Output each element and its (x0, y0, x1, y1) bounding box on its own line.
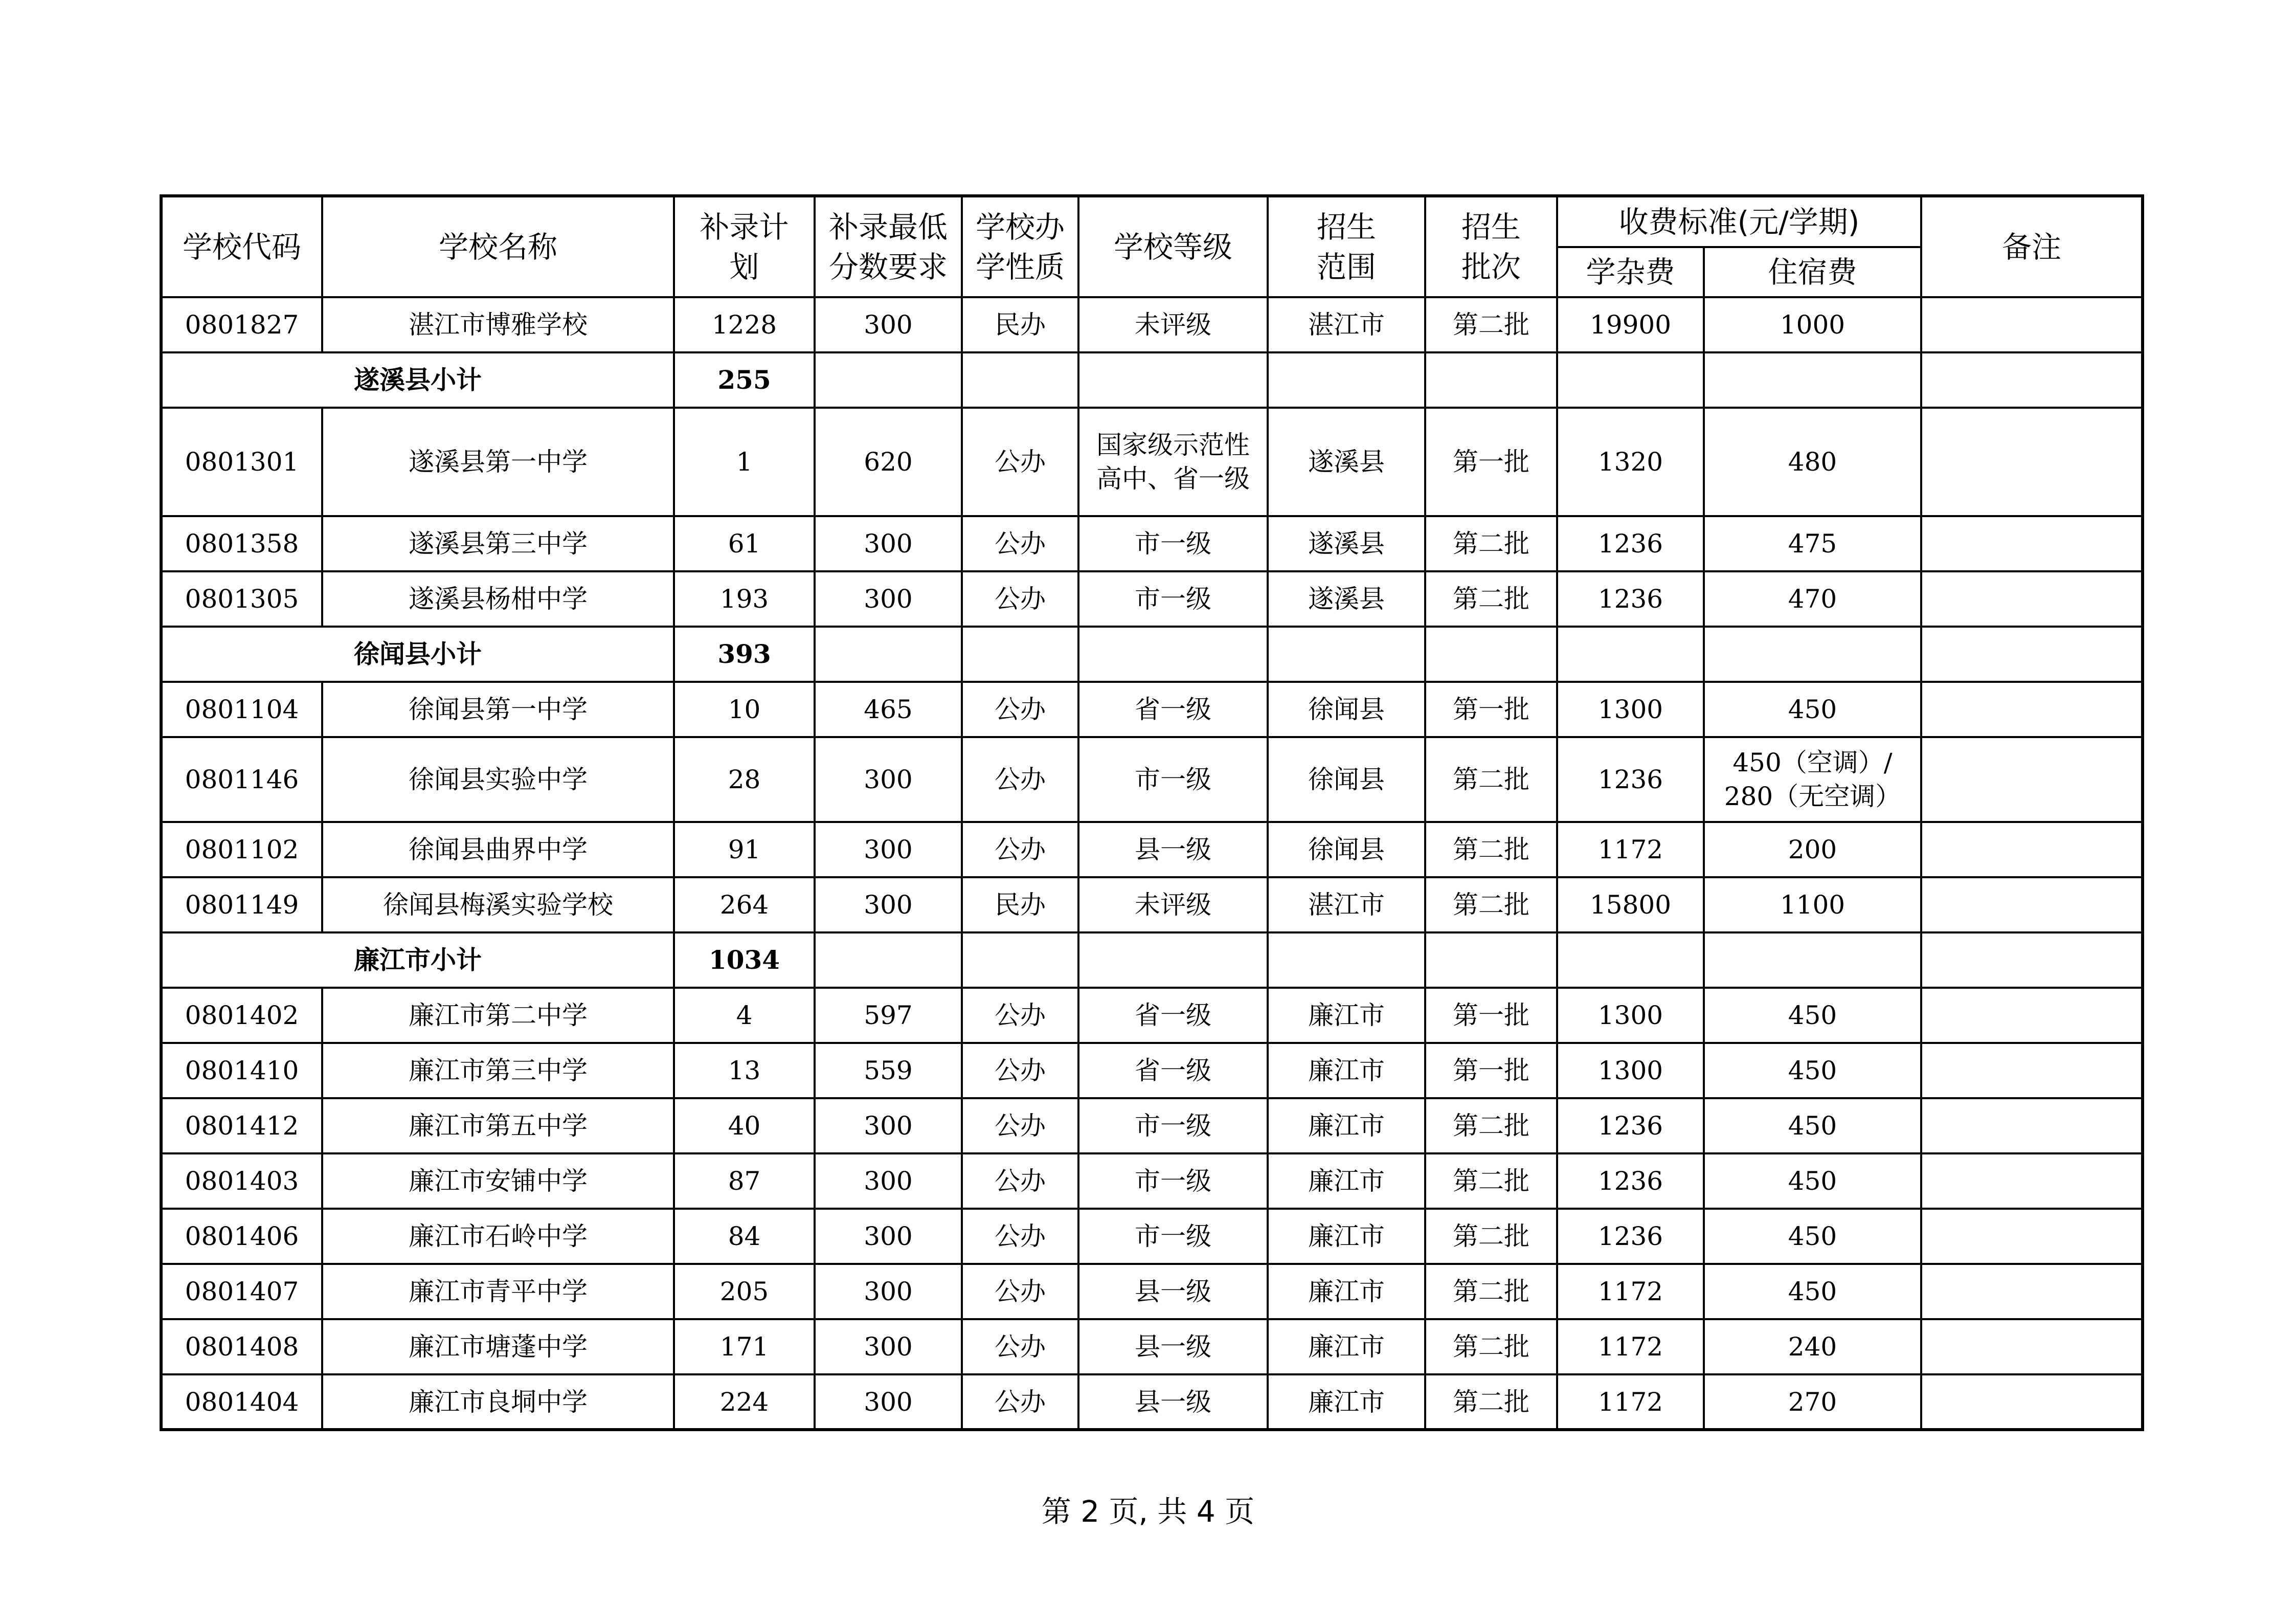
cell-name: 遂溪县第三中学 (322, 516, 674, 571)
cell-nature: 民办 (962, 877, 1078, 932)
cell-plan: 13 (674, 1043, 815, 1098)
empty-cell (962, 932, 1078, 988)
cell-name: 遂溪县第一中学 (322, 408, 674, 516)
cell-scope: 遂溪县 (1268, 516, 1425, 571)
empty-cell (815, 352, 962, 408)
cell-remark (1921, 682, 2143, 737)
cell-batch: 第一批 (1425, 682, 1557, 737)
cell-plan: 91 (674, 822, 815, 877)
empty-cell (1425, 627, 1557, 682)
table-row (161, 1098, 2143, 1153)
header-scope-line1: 招生 (1316, 209, 1376, 244)
cell-plan: 171 (674, 1319, 815, 1374)
cell-nature: 公办 (962, 1209, 1078, 1264)
cell-batch: 第二批 (1425, 737, 1557, 822)
cell-nature: 公办 (962, 1264, 1078, 1319)
cell-nature: 公办 (962, 408, 1078, 516)
cell-level (1078, 408, 1268, 516)
cell-min-score: 300 (815, 516, 962, 571)
cell-code: 0801301 (161, 408, 322, 516)
header-nature-line2: 学性质 (975, 249, 1065, 284)
empty-cell (1921, 932, 2143, 988)
empty-cell (962, 627, 1078, 682)
cell-remark (1921, 1319, 2143, 1374)
cell-scope: 徐闻县 (1268, 822, 1425, 877)
cell-nature: 公办 (962, 1153, 1078, 1209)
cell-code: 0801403 (161, 1153, 322, 1209)
cell-remark (1921, 1209, 2143, 1264)
cell-name: 湛江市博雅学校 (322, 297, 674, 352)
cell-name: 徐闻县实验中学 (322, 737, 674, 822)
cell-code: 0801104 (161, 682, 322, 737)
cell-fee-misc: 1300 (1557, 1043, 1704, 1098)
table-row (161, 737, 2143, 822)
empty-cell (1557, 352, 1704, 408)
cell-fee-misc: 1236 (1557, 516, 1704, 571)
cell-batch: 第一批 (1425, 988, 1557, 1043)
header-level: 学校等级 (1078, 196, 1268, 297)
cell-level: 省一级 (1078, 1043, 1268, 1098)
cell-name: 徐闻县梅溪实验学校 (322, 877, 674, 932)
table-row (161, 988, 2143, 1043)
cell-remark (1921, 988, 2143, 1043)
cell-fee-misc: 1236 (1557, 1153, 1704, 1209)
table-row (161, 1264, 2143, 1319)
cell-fee-misc: 1236 (1557, 1209, 1704, 1264)
cell-scope: 廉江市 (1268, 1319, 1425, 1374)
cell-fee-dorm: 1100 (1704, 877, 1921, 932)
cell-code: 0801408 (161, 1319, 322, 1374)
cell-fee-dorm: 450 (1704, 1098, 1921, 1153)
cell-fee-misc: 15800 (1557, 877, 1704, 932)
cell-nature: 公办 (962, 682, 1078, 737)
cell-min-score: 620 (815, 408, 962, 516)
header-fee-dorm: 住宿费 (1704, 247, 1921, 297)
cell-min-score: 465 (815, 682, 962, 737)
header-plan (674, 196, 815, 297)
cell-level-line2: 高中、省一级 (1096, 464, 1250, 494)
cell-code: 0801358 (161, 516, 322, 571)
header-batch (1425, 196, 1557, 297)
cell-code: 0801827 (161, 297, 322, 352)
header-plan-line1: 补录计 (700, 209, 789, 244)
cell-min-score: 300 (815, 822, 962, 877)
cell-plan: 4 (674, 988, 815, 1043)
cell-name: 徐闻县第一中学 (322, 682, 674, 737)
cell-name: 廉江市第三中学 (322, 1043, 674, 1098)
cell-fee-misc: 1300 (1557, 988, 1704, 1043)
table-row (161, 822, 2143, 877)
empty-cell (1078, 932, 1268, 988)
cell-name: 廉江市石岭中学 (322, 1209, 674, 1264)
cell-batch: 第二批 (1425, 571, 1557, 627)
cell-batch: 第二批 (1425, 1264, 1557, 1319)
cell-nature: 公办 (962, 1043, 1078, 1098)
cell-nature: 公办 (962, 516, 1078, 571)
cell-level: 省一级 (1078, 988, 1268, 1043)
cell-plan: 10 (674, 682, 815, 737)
cell-fee-dorm: 270 (1704, 1374, 1921, 1430)
cell-code: 0801102 (161, 822, 322, 877)
subtotal-label: 遂溪县小计 (161, 352, 674, 408)
cell-fee-dorm: 450 (1704, 1209, 1921, 1264)
header-school-code: 学校代码 (161, 196, 322, 297)
cell-plan: 1228 (674, 297, 815, 352)
cell-fee-dorm: 480 (1704, 408, 1921, 516)
cell-scope: 徐闻县 (1268, 682, 1425, 737)
cell-min-score: 300 (815, 1209, 962, 1264)
cell-batch: 第二批 (1425, 516, 1557, 571)
cell-remark (1921, 516, 2143, 571)
cell-plan: 205 (674, 1264, 815, 1319)
cell-name: 廉江市青平中学 (322, 1264, 674, 1319)
cell-batch: 第二批 (1425, 1374, 1557, 1430)
empty-cell (815, 932, 962, 988)
subtotal-row (161, 932, 2143, 988)
subtotal-plan: 393 (674, 627, 815, 682)
table-row (161, 571, 2143, 627)
cell-remark (1921, 1374, 2143, 1430)
cell-plan: 61 (674, 516, 815, 571)
cell-code: 0801412 (161, 1098, 322, 1153)
table-row (161, 1374, 2143, 1430)
subtotal-plan: 1034 (674, 932, 815, 988)
table-row (161, 1043, 2143, 1098)
cell-fee-misc: 19900 (1557, 297, 1704, 352)
cell-scope: 廉江市 (1268, 1374, 1425, 1430)
cell-nature: 公办 (962, 822, 1078, 877)
header-min-score-line2: 分数要求 (828, 249, 948, 284)
cell-fee-dorm-line2: 280（无空调） (1724, 782, 1901, 811)
table-row (161, 1319, 2143, 1374)
cell-batch: 第一批 (1425, 1043, 1557, 1098)
cell-batch: 第二批 (1425, 822, 1557, 877)
cell-nature: 公办 (962, 1319, 1078, 1374)
cell-level: 县一级 (1078, 1264, 1268, 1319)
cell-code: 0801402 (161, 988, 322, 1043)
cell-min-score: 300 (815, 297, 962, 352)
cell-code: 0801146 (161, 737, 322, 822)
cell-name: 廉江市良垌中学 (322, 1374, 674, 1430)
cell-fee-misc: 1172 (1557, 1264, 1704, 1319)
cell-name: 廉江市第二中学 (322, 988, 674, 1043)
cell-code: 0801407 (161, 1264, 322, 1319)
cell-fee-misc: 1172 (1557, 1319, 1704, 1374)
header-nature (962, 196, 1078, 297)
cell-min-score: 300 (815, 737, 962, 822)
table-body (161, 297, 2143, 1430)
header-min-score-line1: 补录最低 (828, 209, 948, 244)
cell-nature: 公办 (962, 1098, 1078, 1153)
cell-level: 市一级 (1078, 516, 1268, 571)
cell-fee-dorm: 240 (1704, 1319, 1921, 1374)
cell-fee-dorm: 450 (1704, 1153, 1921, 1209)
cell-level: 未评级 (1078, 297, 1268, 352)
cell-level: 未评级 (1078, 877, 1268, 932)
cell-scope: 廉江市 (1268, 988, 1425, 1043)
cell-scope: 廉江市 (1268, 1153, 1425, 1209)
empty-cell (1078, 352, 1268, 408)
table-row (161, 1153, 2143, 1209)
cell-scope: 遂溪县 (1268, 408, 1425, 516)
cell-batch: 第二批 (1425, 1153, 1557, 1209)
header-batch-line1: 招生 (1461, 209, 1521, 244)
cell-remark (1921, 571, 2143, 627)
cell-level: 市一级 (1078, 1098, 1268, 1153)
cell-code: 0801305 (161, 571, 322, 627)
header-batch-line2: 批次 (1461, 249, 1521, 284)
cell-code: 0801404 (161, 1374, 322, 1430)
cell-batch: 第二批 (1425, 1319, 1557, 1374)
header-plan-line2: 划 (729, 249, 759, 284)
subtotal-plan: 255 (674, 352, 815, 408)
cell-fee-dorm: 450 (1704, 1043, 1921, 1098)
cell-plan: 87 (674, 1153, 815, 1209)
cell-level: 市一级 (1078, 737, 1268, 822)
cell-name: 廉江市塘蓬中学 (322, 1319, 674, 1374)
cell-scope: 遂溪县 (1268, 571, 1425, 627)
cell-batch: 第一批 (1425, 408, 1557, 516)
cell-remark (1921, 408, 2143, 516)
empty-cell (1078, 627, 1268, 682)
cell-nature: 民办 (962, 297, 1078, 352)
empty-cell (1268, 932, 1425, 988)
empty-cell (962, 352, 1078, 408)
table-row (161, 682, 2143, 737)
subtotal-row (161, 352, 2143, 408)
cell-min-score: 597 (815, 988, 962, 1043)
cell-remark (1921, 877, 2143, 932)
cell-name: 廉江市第五中学 (322, 1098, 674, 1153)
cell-plan: 224 (674, 1374, 815, 1430)
cell-remark (1921, 737, 2143, 822)
empty-cell (1425, 352, 1557, 408)
header-remark: 备注 (1921, 196, 2143, 297)
empty-cell (1921, 352, 2143, 408)
cell-name: 廉江市安铺中学 (322, 1153, 674, 1209)
cell-code: 0801406 (161, 1209, 322, 1264)
cell-fee-dorm (1704, 737, 1921, 822)
empty-cell (815, 627, 962, 682)
cell-level: 县一级 (1078, 822, 1268, 877)
cell-min-score: 300 (815, 1374, 962, 1430)
empty-cell (1425, 932, 1557, 988)
table-header (161, 196, 2143, 297)
header-scope (1268, 196, 1425, 297)
cell-code: 0801410 (161, 1043, 322, 1098)
subtotal-label: 廉江市小计 (161, 932, 674, 988)
cell-nature: 公办 (962, 737, 1078, 822)
subtotal-label: 徐闻县小计 (161, 627, 674, 682)
cell-nature: 公办 (962, 1374, 1078, 1430)
header-fee-misc: 学杂费 (1557, 247, 1704, 297)
cell-scope: 廉江市 (1268, 1209, 1425, 1264)
cell-scope: 徐闻县 (1268, 737, 1425, 822)
cell-plan: 193 (674, 571, 815, 627)
cell-fee-dorm: 450 (1704, 1264, 1921, 1319)
cell-fee-misc: 1236 (1557, 571, 1704, 627)
cell-min-score: 300 (815, 1098, 962, 1153)
table-row (161, 408, 2143, 516)
page-footer: 第 2 页, 共 4 页 (1041, 1494, 1255, 1529)
cell-level-line1: 国家级示范性 (1096, 430, 1250, 460)
cell-name: 遂溪县杨柑中学 (322, 571, 674, 627)
cell-min-score: 300 (815, 1319, 962, 1374)
cell-scope: 廉江市 (1268, 1043, 1425, 1098)
cell-level: 市一级 (1078, 1209, 1268, 1264)
header-fee-group: 收费标准(元/学期) (1557, 196, 1921, 247)
cell-fee-dorm: 200 (1704, 822, 1921, 877)
empty-cell (1557, 932, 1704, 988)
cell-scope: 湛江市 (1268, 297, 1425, 352)
header-min-score (815, 196, 962, 297)
cell-fee-dorm: 1000 (1704, 297, 1921, 352)
empty-cell (1704, 932, 1921, 988)
cell-fee-dorm: 450 (1704, 988, 1921, 1043)
cell-plan: 1 (674, 408, 815, 516)
cell-nature: 公办 (962, 571, 1078, 627)
cell-name: 徐闻县曲界中学 (322, 822, 674, 877)
cell-remark (1921, 1153, 2143, 1209)
cell-fee-misc: 1172 (1557, 822, 1704, 877)
cell-batch: 第二批 (1425, 297, 1557, 352)
empty-cell (1557, 627, 1704, 682)
cell-min-score: 559 (815, 1043, 962, 1098)
cell-batch: 第二批 (1425, 1098, 1557, 1153)
cell-remark (1921, 1264, 2143, 1319)
cell-level: 市一级 (1078, 1153, 1268, 1209)
cell-fee-misc: 1320 (1557, 408, 1704, 516)
header-nature-line1: 学校办 (975, 209, 1065, 244)
header-scope-line2: 范围 (1316, 249, 1376, 284)
table-row (161, 516, 2143, 571)
cell-plan: 28 (674, 737, 815, 822)
cell-min-score: 300 (815, 571, 962, 627)
cell-batch: 第二批 (1425, 1209, 1557, 1264)
cell-fee-dorm-line1: 450（空调）/ (1732, 748, 1893, 777)
cell-plan: 40 (674, 1098, 815, 1153)
empty-cell (1268, 627, 1425, 682)
table-row (161, 297, 2143, 352)
cell-scope: 廉江市 (1268, 1098, 1425, 1153)
cell-remark (1921, 297, 2143, 352)
cell-plan: 84 (674, 1209, 815, 1264)
cell-level: 市一级 (1078, 571, 1268, 627)
header-school-name: 学校名称 (322, 196, 674, 297)
cell-fee-misc: 1300 (1557, 682, 1704, 737)
cell-batch: 第二批 (1425, 877, 1557, 932)
empty-cell (1704, 627, 1921, 682)
cell-fee-dorm: 470 (1704, 571, 1921, 627)
cell-remark (1921, 1043, 2143, 1098)
cell-fee-dorm: 475 (1704, 516, 1921, 571)
cell-code: 0801149 (161, 877, 322, 932)
cell-scope: 湛江市 (1268, 877, 1425, 932)
cell-fee-dorm: 450 (1704, 682, 1921, 737)
empty-cell (1921, 627, 2143, 682)
cell-level: 省一级 (1078, 682, 1268, 737)
cell-nature: 公办 (962, 988, 1078, 1043)
cell-scope: 廉江市 (1268, 1264, 1425, 1319)
cell-fee-misc: 1236 (1557, 1098, 1704, 1153)
empty-cell (1704, 352, 1921, 408)
cell-fee-misc: 1236 (1557, 737, 1704, 822)
cell-level: 县一级 (1078, 1319, 1268, 1374)
cell-level: 县一级 (1078, 1374, 1268, 1430)
cell-fee-misc: 1172 (1557, 1374, 1704, 1430)
admission-table (160, 194, 2144, 1431)
cell-remark (1921, 822, 2143, 877)
cell-plan: 264 (674, 877, 815, 932)
empty-cell (1268, 352, 1425, 408)
subtotal-row (161, 627, 2143, 682)
cell-min-score: 300 (815, 877, 962, 932)
cell-remark (1921, 1098, 2143, 1153)
cell-min-score: 300 (815, 1264, 962, 1319)
table-row (161, 1209, 2143, 1264)
table-row (161, 877, 2143, 932)
cell-min-score: 300 (815, 1153, 962, 1209)
